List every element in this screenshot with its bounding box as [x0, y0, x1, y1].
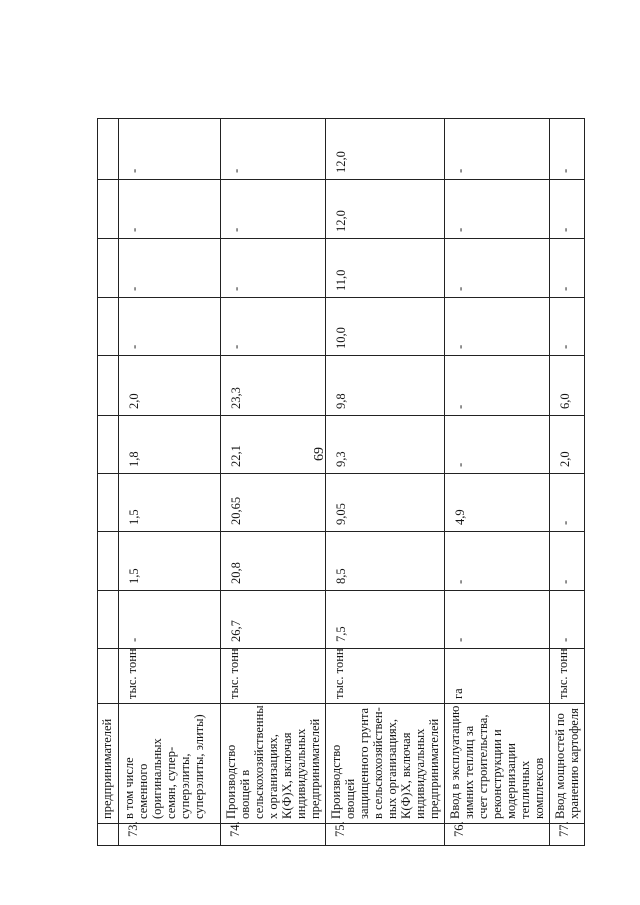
- value-cell: -: [221, 298, 326, 356]
- rotated-table-container: [97, 119, 581, 846]
- value-cell: -: [445, 416, 550, 474]
- value-cell: 10,0: [326, 298, 445, 356]
- indicator-name-line: овощей в: [238, 769, 252, 819]
- indicator-name-line: х организациях,: [266, 734, 280, 819]
- value-cell: 23,3: [221, 356, 326, 416]
- unit-cell: тыс. тонн: [221, 649, 326, 704]
- indicator-name-line: счет строительства,: [476, 714, 490, 819]
- value-cell: 12,0: [326, 180, 445, 239]
- value-cell: -: [550, 532, 585, 591]
- indicator-name-line: Ввод мощностей по: [553, 713, 567, 819]
- indicator-name-line: в сельскохозяйствен-: [371, 707, 385, 819]
- table-row: [550, 119, 585, 846]
- value-cell: -: [550, 474, 585, 532]
- table-row: [119, 119, 221, 846]
- indicator-name-line: семенного: [136, 763, 150, 819]
- table-row: [326, 119, 445, 846]
- indicator-name-line: ных организациях,: [385, 718, 399, 819]
- unit-cell: тыс. тонн: [550, 649, 585, 704]
- value-cell: 1,5: [119, 532, 221, 591]
- value-cell: -: [221, 119, 326, 180]
- row-number: 77.: [550, 824, 585, 846]
- indicator-name-line: предпринимателей: [427, 718, 441, 819]
- value-cell: -: [445, 356, 550, 416]
- indicator-name-line: хранению картофеля: [567, 708, 581, 819]
- value-cell: 1,5: [119, 474, 221, 532]
- indicator-name-line: в том числе: [122, 757, 136, 819]
- indicator-name-line: реконструкции и: [490, 729, 504, 819]
- indicator-name-line: индивидуальных: [413, 728, 427, 819]
- indicator-name-line: овощей: [343, 778, 357, 819]
- value-cell: 6,0: [550, 356, 585, 416]
- header-empty-cell: [98, 356, 119, 416]
- indicator-name-line: К(Ф)Х, включая: [399, 732, 413, 819]
- indicator-name-line: Ввод в эксплуатацию: [448, 705, 462, 819]
- indicator-name-line: суперэлиты,: [178, 753, 192, 819]
- header-empty-cell: [98, 591, 119, 649]
- indicator-name: [326, 704, 445, 824]
- indicator-name-line: защищенного грунта: [357, 707, 371, 819]
- table-header-row: [98, 119, 119, 846]
- indicator-name-line: К(Ф)Х, включая: [280, 732, 294, 819]
- indicator-name-line: (оригинальных: [150, 738, 164, 819]
- header-empty-cell: [98, 298, 119, 356]
- value-cell: 9,8: [326, 356, 445, 416]
- row-number: 73.: [119, 824, 221, 846]
- header-name-cell: предприниматeлей: [98, 704, 119, 824]
- value-cell: -: [550, 239, 585, 298]
- indicator-name: [119, 704, 221, 824]
- header-empty-cell: [98, 119, 119, 180]
- value-cell: 20,8: [221, 532, 326, 591]
- indicator-name: [550, 704, 585, 824]
- value-cell: 1,8: [119, 416, 221, 474]
- value-cell: -: [445, 119, 550, 180]
- table-row: [221, 119, 326, 846]
- header-empty-cell: [98, 649, 119, 704]
- table-rotated-frame: [97, 119, 581, 846]
- indicator-name-line: комплексов: [532, 757, 546, 819]
- value-cell: -: [445, 298, 550, 356]
- value-cell: -: [119, 180, 221, 239]
- value-cell: 4,9: [445, 474, 550, 532]
- unit-cell: га: [445, 649, 550, 704]
- indicator-name-line: сельскохозяйственны: [252, 705, 266, 819]
- row-number: 75.: [326, 824, 445, 846]
- indicator-name-line: тепличных: [518, 760, 532, 819]
- indicator-name-line: семян, супер-: [164, 746, 178, 819]
- indicator-name-line: зимних теплиц за: [462, 725, 476, 819]
- value-cell: 2,0: [119, 356, 221, 416]
- indicator-name-line: Производство: [224, 744, 238, 819]
- unit-cell: тыс. тонн: [119, 649, 221, 704]
- value-cell: -: [445, 180, 550, 239]
- value-cell: -: [119, 298, 221, 356]
- value-cell: -: [119, 239, 221, 298]
- value-cell: 12,0: [326, 119, 445, 180]
- value-cell: -: [550, 298, 585, 356]
- value-cell: 8,5: [326, 532, 445, 591]
- indicator-name-line: Производство: [329, 744, 343, 819]
- unit-cell: тыс. тонн: [326, 649, 445, 704]
- value-cell: -: [221, 180, 326, 239]
- page-number: 69: [312, 447, 327, 461]
- table-row: [445, 119, 550, 846]
- value-cell: -: [550, 180, 585, 239]
- indicator-name-line: индивидуальных: [294, 728, 308, 819]
- indicator-name-line: предпринимателей: [308, 718, 322, 819]
- header-empty-cell: [98, 180, 119, 239]
- row-number: 76.: [445, 824, 550, 846]
- header-empty-cell: [98, 474, 119, 532]
- header-empty-cell: [98, 239, 119, 298]
- value-cell: -: [221, 239, 326, 298]
- indicators-table: [97, 118, 585, 846]
- value-cell: -: [119, 119, 221, 180]
- header-empty-cell: [98, 416, 119, 474]
- value-cell: 11,0: [326, 239, 445, 298]
- value-cell: 22,1: [221, 416, 326, 474]
- header-empty-cell: [98, 532, 119, 591]
- row-number: 74.: [221, 824, 326, 846]
- indicator-name: [221, 704, 326, 824]
- value-cell: -: [445, 591, 550, 649]
- value-cell: 2,0: [550, 416, 585, 474]
- indicator-name-line: модернизации: [504, 743, 518, 819]
- value-cell: -: [119, 591, 221, 649]
- value-cell: -: [445, 239, 550, 298]
- value-cell: 7,5: [326, 591, 445, 649]
- value-cell: 9,3: [326, 416, 445, 474]
- value-cell: -: [550, 591, 585, 649]
- header-num-cell: [98, 824, 119, 846]
- value-cell: 9,05: [326, 474, 445, 532]
- value-cell: -: [550, 119, 585, 180]
- value-cell: 20,65: [221, 474, 326, 532]
- indicator-name-line: суперэлиты, элиты): [192, 714, 206, 819]
- indicator-name: [445, 704, 550, 824]
- value-cell: -: [445, 532, 550, 591]
- value-cell: 26,7: [221, 591, 326, 649]
